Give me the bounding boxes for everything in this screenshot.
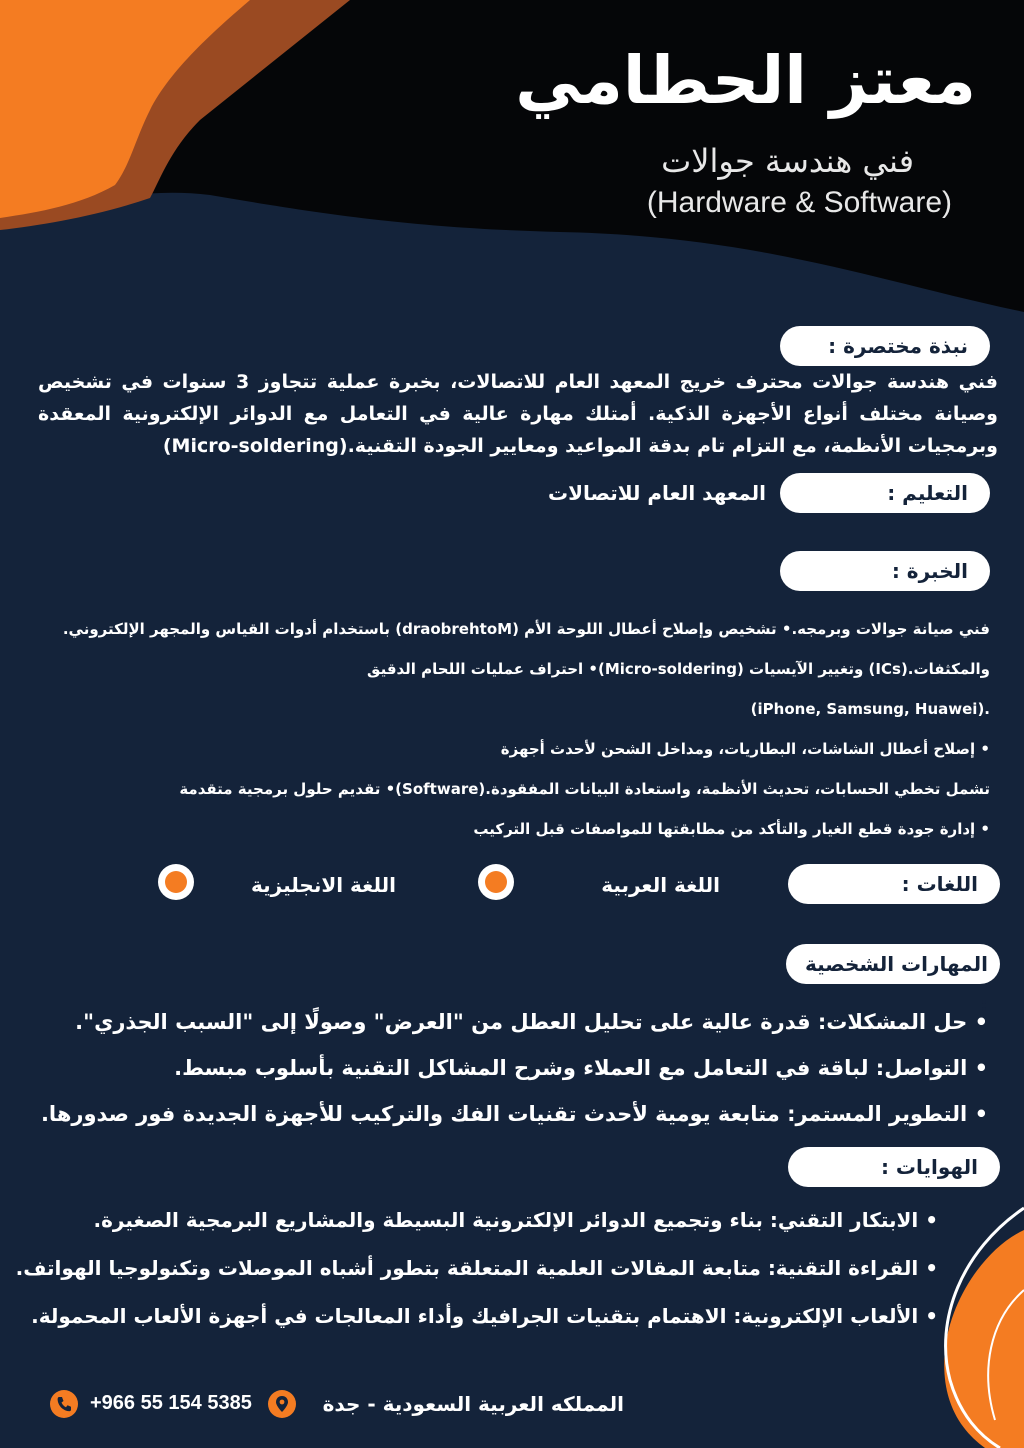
experience-line: والمكثفات.(ICs) وتغيير الآيسيات (Micro-soldering)• احتراف عمليات اللحام الدقيق (367, 660, 990, 678)
language-arabic: اللغة العربية (601, 873, 720, 897)
experience-line: .(iPhone, Samsung, Huawei) (750, 700, 990, 718)
experience-line: • إدارة جودة قطع الغيار والتأكد من مطابقتها للمواصفات قبل التركيب (473, 820, 990, 838)
hobby-item: • القراءة التقنية: متابعة المقالات العلمية المتعلقة بتطور أشباه الموصلات وتكنولوجيا الهواتف. (15, 1256, 938, 1280)
corner-orange-shape (944, 1230, 1024, 1448)
person-name: معتز الحطامي (515, 42, 976, 119)
skill-item: • التطوير المستمر: متابعة يومية لأحدث تقنيات الفك والتركيب للأجهزة الجديدة فور صدورها. (40, 1102, 988, 1126)
phone-icon (50, 1390, 78, 1418)
skills-label: المهارات الشخصية : (786, 944, 1000, 984)
job-title: فني هندسة جوالات (661, 142, 914, 180)
hobbies-label: الهوايات : (788, 1147, 1000, 1187)
education-value: المعهد العام للاتصالات (548, 481, 766, 505)
location-pin-icon (268, 1390, 296, 1418)
skill-item: • التواصل: لباقة في التعامل مع العملاء وشرح المشاكل التقنية بأسلوب مبسط. (174, 1056, 988, 1080)
experience-line: فني صيانة جوالات وبرمجه.• تشخيص وإصلاح أعطال اللوحة الأم (draobrehtoM) باستخدام أدوات القياس والمجهر الإلكتروني. (62, 620, 990, 638)
summary-text: فني هندسة جوالات محترف خريج المعهد العام للاتصالات، بخبرة عملية تتجاوز 3 سنوات في تشخيص وصيانة مختلف أنواع الأجهزة الذكية. أمتلك مهارة عالية في التعامل مع الدوائر الإلكترونية المعقدة وبرمجيات الأنظمة، مع التزام تام بدقة المواعيد ومعايير الجودة التقنية.(Micro-soldering) (38, 371, 999, 457)
job-subtitle: (Hardware & Software) (646, 186, 952, 219)
hobby-item: • الابتكار التقني: بناء وتجميع الدوائر الإلكترونية البسيطة والمشاريع البرمجية الصغيرة. (93, 1208, 938, 1232)
hobby-item: • الألعاب الإلكترونية: الاهتمام بتقنيات الجرافيك وأداء المعالجات في أجهزة الألعاب المحمولة. (31, 1304, 938, 1328)
experience-label: الخبرة : (780, 551, 990, 591)
footer-location: المملكه العربية السعودية - جدة (322, 1392, 624, 1416)
summary-label: نبذة مختصرة : (780, 326, 990, 366)
languages-label: اللغات : (788, 864, 1000, 904)
language-arabic-level-icon (478, 864, 514, 900)
footer-phone: +966 55 154 5385 (90, 1392, 252, 1414)
experience-line: تشمل تخطي الحسابات، تحديث الأنظمة، واستعادة البيانات المفقودة.(Software)• تقديم حلول برمجية متقدمة (179, 780, 990, 798)
language-english-level-icon (158, 864, 194, 900)
experience-line: • إصلاح أعطال الشاشات، البطاريات، ومداخل الشحن لأحدث أجهزة (500, 740, 990, 758)
skill-item: • حل المشكلات: قدرة عالية على تحليل العطل من "العرض" وصولًا إلى "السبب الجذري". (75, 1010, 988, 1034)
education-label: التعليم : (780, 473, 990, 513)
language-english: اللغة الانجليزية (251, 873, 396, 897)
